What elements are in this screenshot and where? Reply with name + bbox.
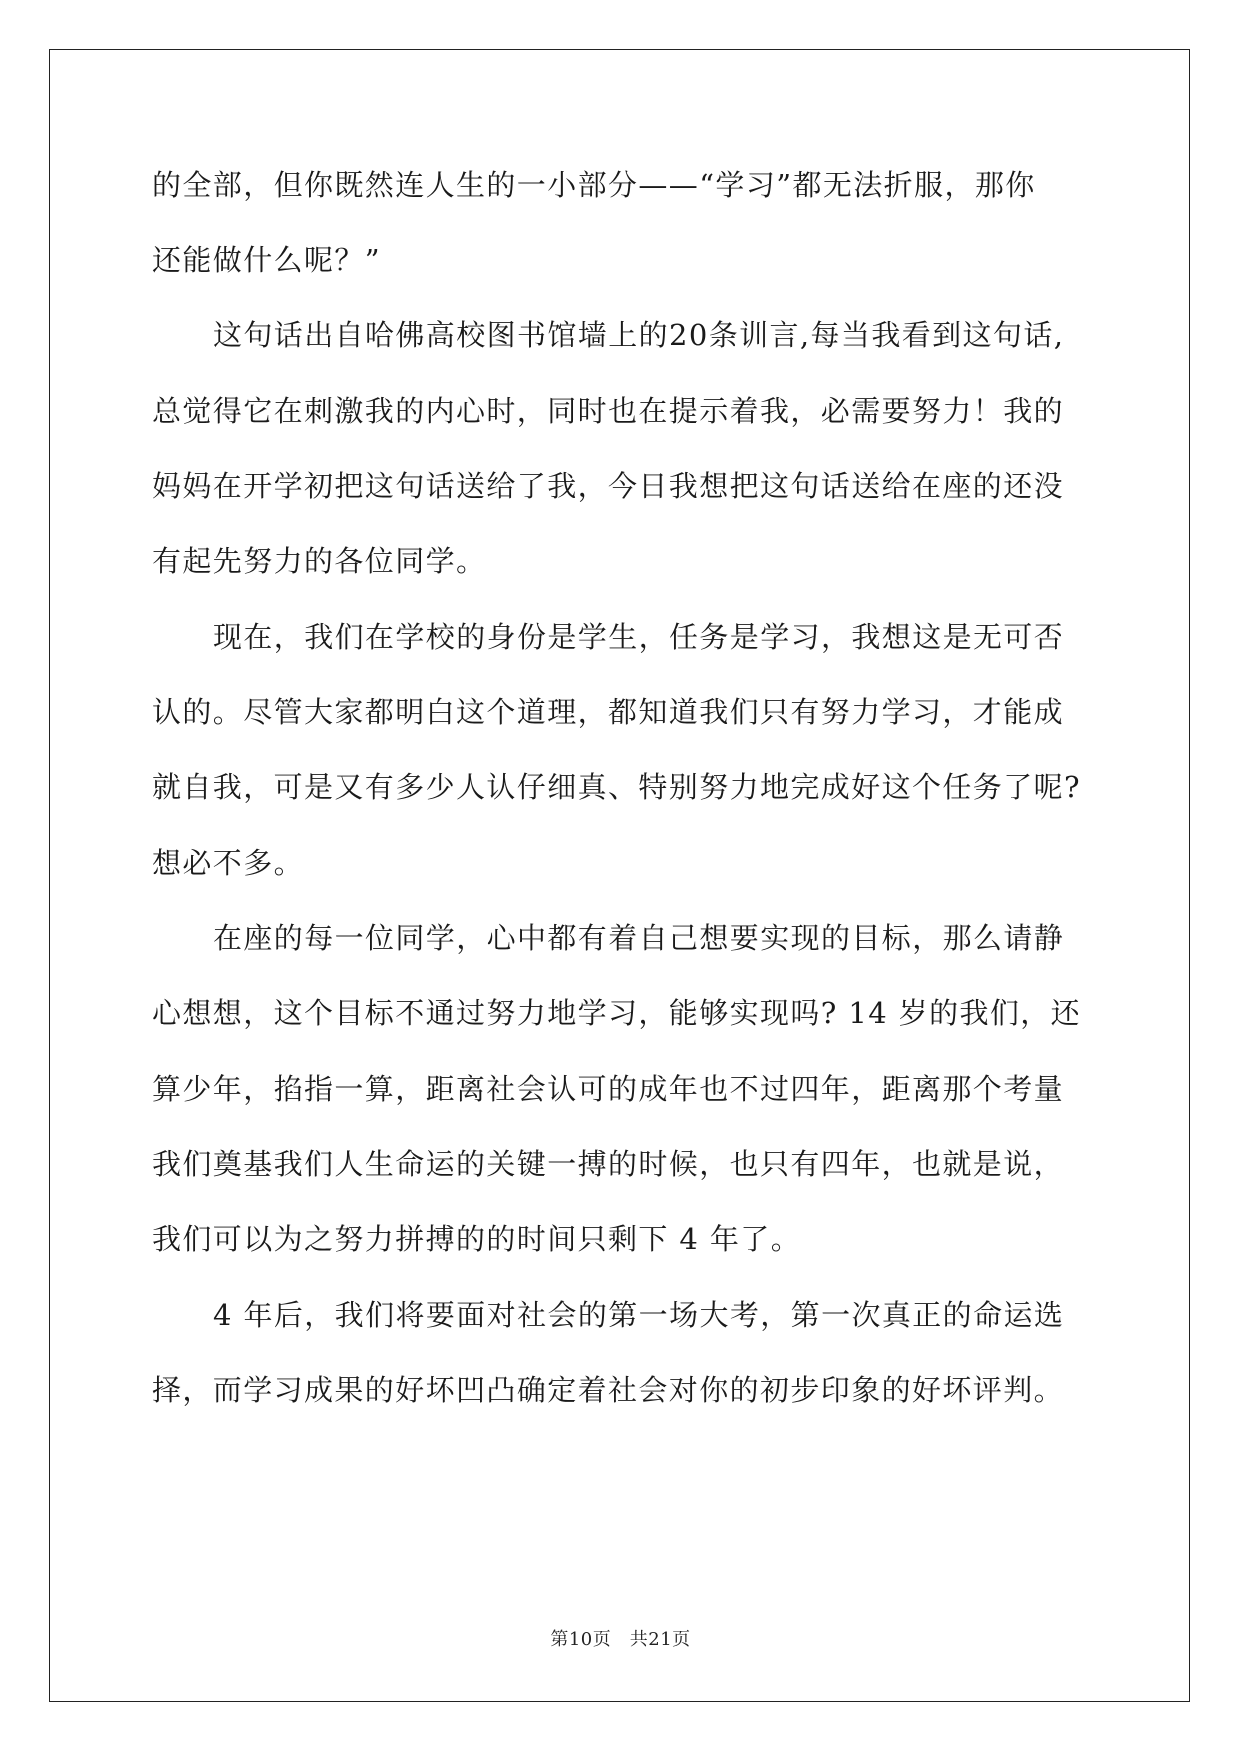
text-line: 心想想，这个目标不通过努力地学习，能够实现吗? 14 岁的我们，还 (152, 996, 1082, 1030)
text-line: 这句话出自哈佛高校图书馆墙上的20条训言,每当我看到这句话, (213, 318, 1065, 352)
text-line: 想必不多。 (152, 846, 305, 880)
text-line: 认的。尽管大家都明白这个道理，都知道我们只有努力学习，才能成 (152, 695, 1065, 729)
text-line: 还能做什么呢？” (152, 243, 382, 277)
text-line: 在座的每一位同学，心中都有着自己想要实现的目标，那么请静 (213, 921, 1065, 955)
text-line: 算少年，掐指一算，距离社会认可的成年也不过四年，距离那个考量 (152, 1072, 1065, 1106)
text-line: 总觉得它在刺激我的内心时，同时也在提示着我，必需要努力！我的 (152, 394, 1065, 428)
text-line: 我们可以为之努力拼搏的的时间只剩下 4 年了。 (152, 1222, 802, 1256)
text-line: 4 年后，我们将要面对社会的第一场大考，第一次真正的命运选 (213, 1298, 1065, 1332)
text-line: 我们奠基我们人生命运的关键一搏的时候，也只有四年，也就是说， (152, 1147, 1065, 1181)
text-line: 妈妈在开学初把这句话送给了我，今日我想把这句话送给在座的还没 (152, 469, 1065, 503)
text-line: 有起先努力的各位同学。 (152, 544, 487, 578)
text-line: 现在，我们在学校的身份是学生，任务是学习，我想这是无可否 (213, 620, 1065, 654)
page-number-footer: 第10页 共21页 (550, 1629, 691, 1650)
text-line: 就自我，可是又有多少人认仔细真、特别努力地完成好这个任务了呢? (152, 770, 1081, 804)
text-line: 择，而学习成果的好坏凹凸确定着社会对你的初步印象的好坏评判。 (152, 1373, 1065, 1407)
text-line: 的全部，但你既然连人生的一小部分——“学习”都无法折服，那你 (152, 168, 1036, 202)
